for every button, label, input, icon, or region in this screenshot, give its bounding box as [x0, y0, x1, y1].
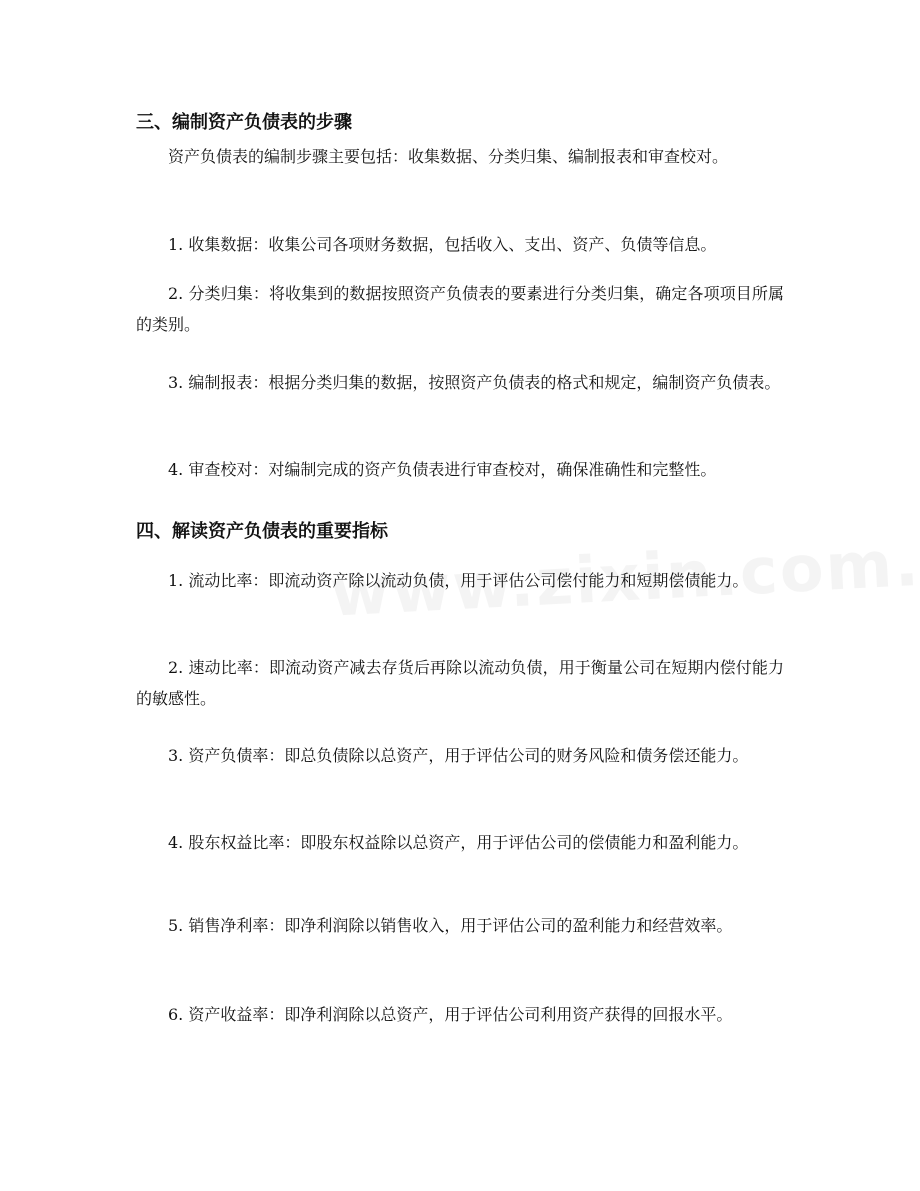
indicator-3: 3. 资产负债率：即总负债除以总资产，用于评估公司的财务风险和债务偿还能力。	[168, 746, 749, 765]
step-3: 3. 编制报表：根据分类归集的数据，按照资产负债表的格式和规定，编制资产负债表。	[168, 373, 781, 392]
step-1: 1. 收集数据：收集公司各项财务数据，包括收入、支出、资产、负债等信息。	[168, 235, 717, 254]
step-4: 4. 审查校对：对编制完成的资产负债表进行审查校对，确保准确性和完整性。	[168, 460, 717, 479]
indicator-1: 1. 流动比率：即流动资产除以流动负债，用于评估公司偿付能力和短期偿债能力。	[168, 571, 749, 590]
indicator-5: 5. 销售净利率：即净利润除以销售收入，用于评估公司的盈利能力和经营效率。	[168, 916, 733, 935]
section3-intro: 资产负债表的编制步骤主要包括：收集数据、分类归集、编制报表和审查校对。	[168, 147, 729, 166]
section-heading-3: 三、编制资产负债表的步骤	[136, 112, 352, 133]
section-heading-4: 四、解读资产负债表的重要指标	[136, 521, 388, 542]
indicator-4: 4. 股东权益比率：即股东权益除以总资产，用于评估公司的偿债能力和盈利能力。	[168, 833, 749, 852]
indicator-2: 2. 速动比率：即流动资产减去存货后再除以流动负债，用于衡量公司在短期内偿付能力的敏感性。	[136, 658, 784, 708]
indicator-6: 6. 资产收益率：即净利润除以总资产，用于评估公司利用资产获得的回报水平。	[168, 1005, 733, 1024]
step-2: 2. 分类归集：将收集到的数据按照资产负债表的要素进行分类归集，确定各项项目所属的类别。	[136, 284, 784, 334]
